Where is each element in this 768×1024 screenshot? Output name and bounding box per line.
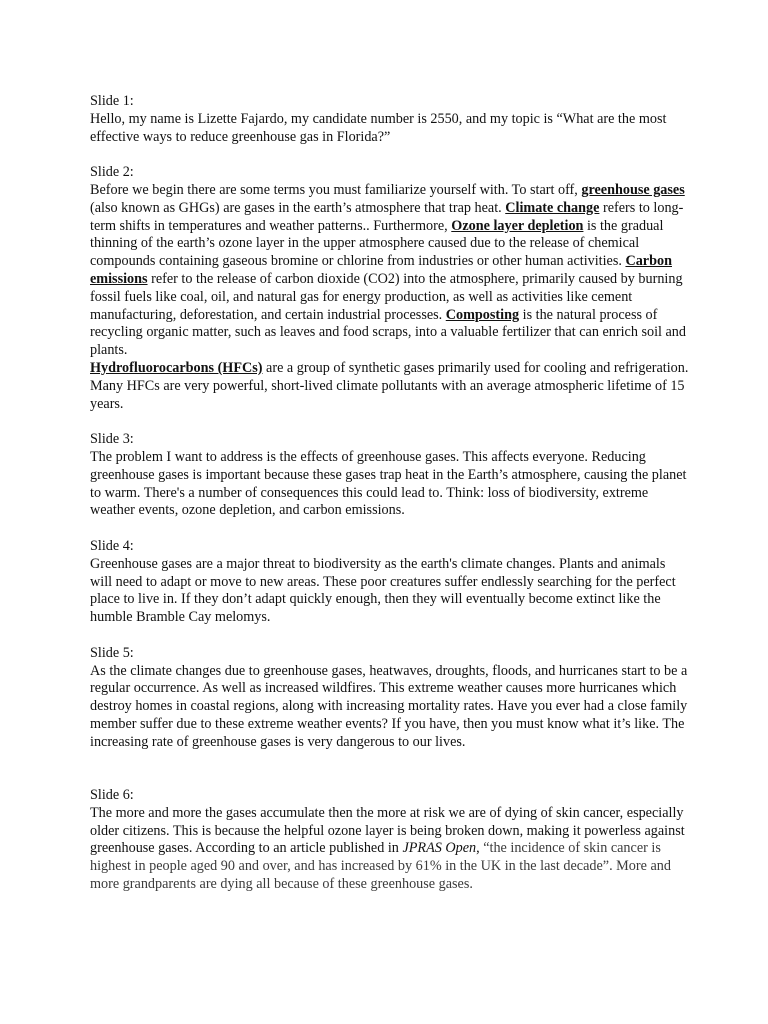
definition-text: refers to long-term shifts in temperatures and weather patterns.. Furthermore, xyxy=(90,199,684,234)
slide-1 xyxy=(90,93,690,146)
slide-5 xyxy=(90,645,690,752)
term-composting: Composting xyxy=(445,306,520,323)
term-greenhouse-gases: greenhouse gases xyxy=(581,181,685,198)
term-carbon-emissions: Carbon emissions xyxy=(90,253,672,287)
slide-text xyxy=(90,182,690,413)
slide-text xyxy=(90,805,690,894)
definition-text: are a group of synthetic gases primarily used for cooling and refrigeration. Many HFCs are very powerful, short-lived climate pollutants with an average atmospheric lifetime of 15 years. xyxy=(90,359,689,412)
definition-text: refer to the release of carbon dioxide (CO2) into the atmosphere, primarily caused by burning fossil fuels like coal, oil, and natural gas for energy production, as well as activities like cement manufacturing, deforestation, and certain industrial processes. xyxy=(90,270,683,323)
source-title: JPRAS Open xyxy=(402,840,477,857)
body-text: The more and more the gases accumulate then the more at risk we are of dying of skin cancer, especially older citizens. This is because the helpful ozone layer is being broken down, making it powerless against greenhouse gases. According to an article published in xyxy=(90,804,685,857)
slide-label: Slide 1: xyxy=(90,93,134,109)
definition-text: (also known as GHGs) are gases in the earth’s atmosphere that trap heat. xyxy=(90,199,506,216)
intro-text: Before we begin there are some terms you must familiarize yourself with. To start off, xyxy=(90,181,582,198)
slide-text: Greenhouse gases are a major threat to biodiversity as the earth's climate changes. Plants and animals will need to adapt or move to new areas. These poor creatures suffer endlessly searching for the perfect place to live in. If they don’t adapt quickly enough, then they will eventually become extinct like the humble Bramble Cay melomys. xyxy=(90,555,676,626)
slide-label: Slide 6: xyxy=(90,787,134,804)
term-hydrofluorocarbons: Hydrofluorocarbons (HFCs) xyxy=(90,359,263,376)
quoted-text: “the incidence of skin cancer is highest in people aged 90 and over, and has increased by 61% in the UK in the last decade”. More and more grandparents are dying all because of these greenhouse gases. xyxy=(90,840,671,893)
slide-label: Slide 5: xyxy=(90,644,134,661)
slide-label: Slide 3: xyxy=(90,431,134,448)
slide-text: The problem I want to address is the effects of greenhouse gases. This affects everyone. Reducing greenhouse gases is important because these gases trap heat in the Earth’s atmosphere, causing the planet to warm. There's a number of consequences this could lead to. Think: loss of biodiversity, extreme weather events, ozone depletion, and carbon emissions. xyxy=(90,448,687,519)
definition-text: is the gradual thinning of the earth’s ozone layer in the upper atmosphere caused due to the release of chemical compounds containing gaseous bromine or chlorine from industries or other human activities. xyxy=(90,217,664,270)
definition-text: is the natural process of recycling organic matter, such as leaves and food scraps, into a valuable fertilizer that can enrich soil and plants. xyxy=(90,306,686,359)
slide-4 xyxy=(90,538,690,627)
slide-3 xyxy=(90,431,690,520)
slide-6 xyxy=(90,787,690,894)
slide-2 xyxy=(90,164,690,413)
slide-text: As the climate changes due to greenhouse gases, heatwaves, droughts, floods, and hurricanes start to be a regular occurrence. As well as increased wildfires. This extreme weather causes more hurricanes which destroy homes in coastal regions, along with increasing mortality rates. Have you ever had a close family member suffer due to these extreme weather events? If you have, then you must know what it’s like. The increasing rate of greenhouse gases is very dangerous to our lives. xyxy=(90,662,688,750)
slide-text: Hello, my name is Lizette Fajardo, my candidate number is 2550, and my topic is “What are the most effective ways to reduce greenhouse gas in Florida?” xyxy=(90,110,667,145)
term-ozone-layer-depletion: Ozone layer depletion xyxy=(451,217,584,234)
slide-label: Slide 4: xyxy=(90,537,134,554)
slide-label: Slide 2: xyxy=(90,164,134,181)
document-page xyxy=(90,93,690,912)
term-climate-change: Climate change xyxy=(505,199,600,216)
body-text: , xyxy=(476,840,484,857)
